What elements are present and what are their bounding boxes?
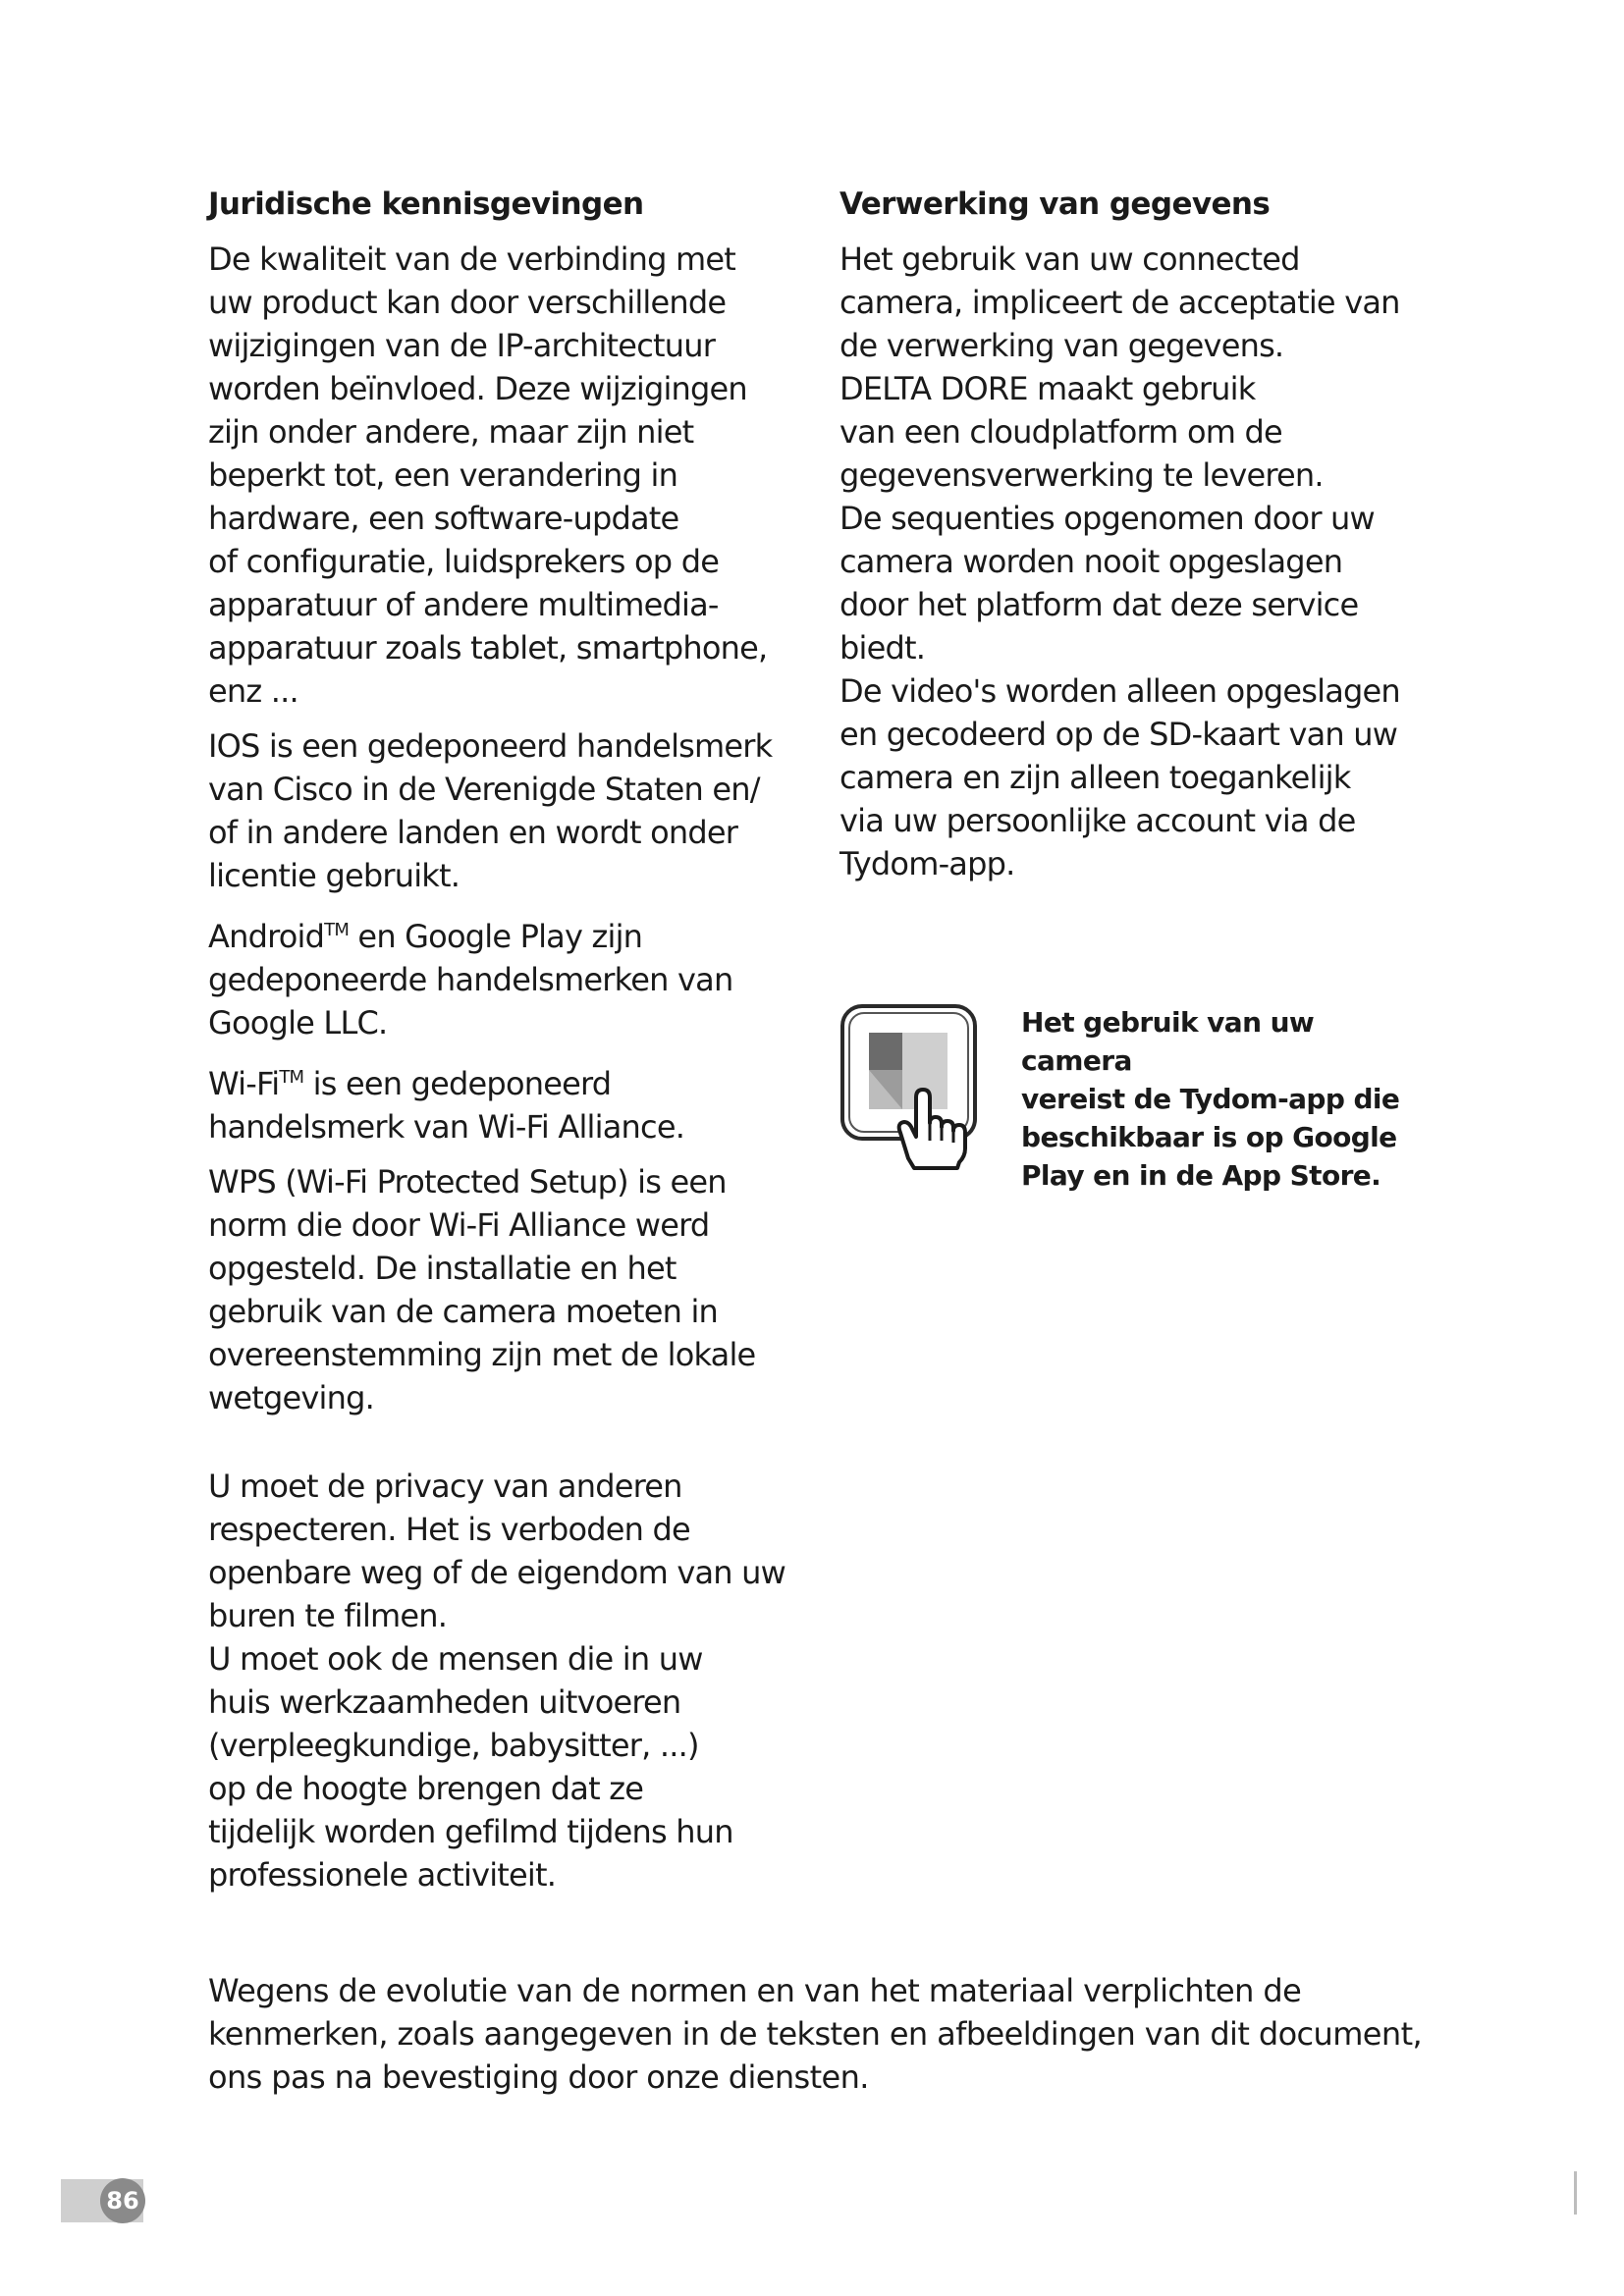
data-processing-heading: Verwerking van gegevens [839, 187, 1271, 222]
wifi-trademark-paragraph [208, 1056, 797, 1148]
ios-trademark-paragraph: IOS is een gedeponeerd handelsmerk van Cisco in de Verenigde Staten en/ of in andere landen en wordt onder licentie gebruikt. [208, 727, 773, 894]
wifi-text-rest: is een gedeponeerd handelsmerk van Wi-Fi Alliance. [208, 1065, 685, 1146]
trademark-mark: TM [279, 1067, 304, 1088]
tydom-app-note [839, 1003, 1429, 1192]
left-column [208, 183, 797, 1908]
android-text-rest: en Google Play zijn gedeponeerde handelsmerken van Google LLC. [208, 918, 733, 1041]
margin-bar [1574, 2171, 1577, 2215]
app-requirement-text: Het gebruik van uw camera vereist de Tydom-app die beschikbaar is op Google Play en in de App Store. [1021, 1006, 1400, 1192]
tydom-app-icon [839, 1003, 982, 1170]
privacy-paragraph: U moet de privacy van anderen respecteren. Het is verboden de openbare weg of de eigendom van uw buren te filmen. U moet ook de mensen die in uw huis werkzaamheden uitvoeren (verpleegkundige, babysitter, ...) op de hoogte brengen dat ze tijdelijk worden gefilmd tijdens hun professionele activiteit. [208, 1468, 785, 1894]
trademark-mark: TM [324, 920, 350, 940]
data-processing-paragraph: Het gebruik van uw connected camera, impliceert de acceptatie van de verwerking van gegevens. DELTA DORE maakt gebruik van een cloudplatform om de gegevensverwerking te leveren. De sequenties opgenomen door uw camera worden nooit opgeslagen door het platform dat deze service biedt. De video's worden alleen opgeslagen en gecodeerd op de SD-kaart van uw camera en zijn alleen toegankelijk via uw persoonlijke account via de Tydom-app. [839, 240, 1400, 882]
specifications-disclaimer: Wegens de evolutie van de normen en van het materiaal verplichten de kenmerken, zoals aangegeven in de teksten en afbeeldingen van dit document, ons pas na bevestiging door onze diensten. [208, 1972, 1423, 2096]
android-trademark-paragraph [208, 909, 797, 1044]
wifi-text: Wi-Fi [208, 1065, 280, 1102]
wps-paragraph: WPS (Wi-Fi Protected Setup) is een norm die door Wi-Fi Alliance werd opgesteld. De installatie en het gebruik van de camera moeten in overeenstemming zijn met de lokale wetgeving. [208, 1163, 756, 1416]
android-text: Android [208, 918, 325, 955]
right-column [839, 183, 1429, 885]
legal-notices-heading: Juridische kennisgevingen [208, 187, 644, 222]
page-number: 86 [100, 2178, 145, 2223]
connection-quality-paragraph: De kwaliteit van de verbinding met uw product kan door verschillende wijzigingen van de IP-architectuur worden beïnvloed. Deze wijzigingen zijn onder andere, maar zijn niet beperkt tot, een verandering in hardware, een software-update of configuratie, luidsprekers op de apparatuur of andere multimedia- apparatuur zoals tablet, smartphone, enz ... [208, 240, 768, 710]
